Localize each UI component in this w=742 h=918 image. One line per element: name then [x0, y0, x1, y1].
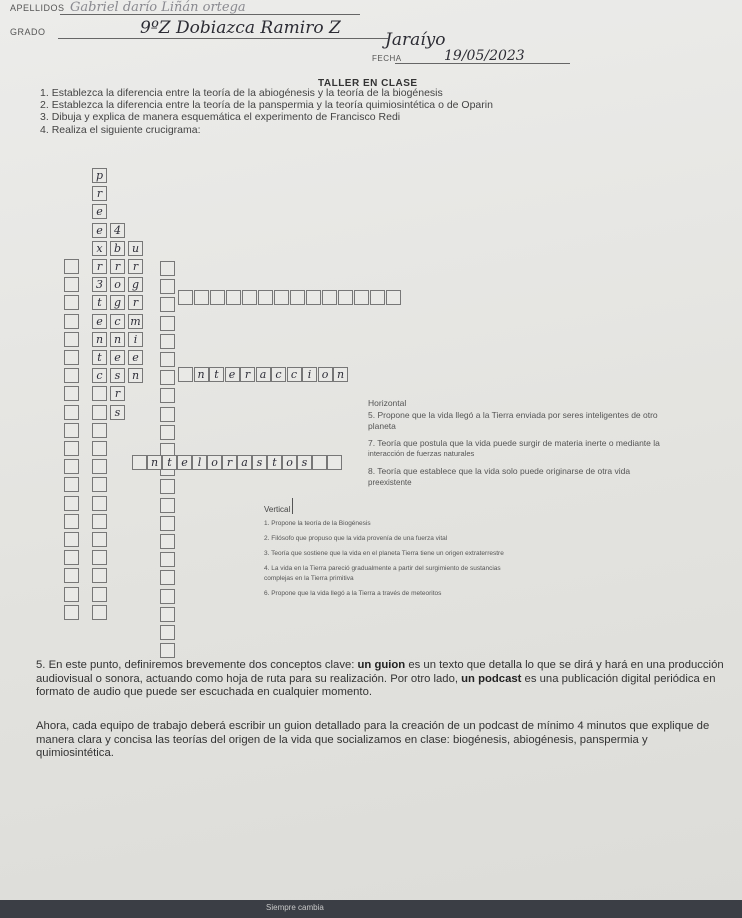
crossword-cell [160, 261, 175, 276]
crossword-cell: g [128, 277, 143, 292]
horizontal-clues-title: Horizontal [368, 398, 407, 408]
crossword-cell: x [92, 241, 107, 256]
page-title: TALLER EN CLASE [318, 78, 418, 89]
crossword-cell [64, 532, 79, 547]
crossword-cell [64, 514, 79, 529]
crossword-cell: r [110, 259, 125, 274]
crossword-cell: a [237, 455, 252, 470]
crossword-cell: e [92, 204, 107, 219]
crossword-cell: e [225, 367, 240, 382]
footer-text: Siempre cambia [266, 903, 324, 912]
crossword-cell [132, 455, 147, 470]
instruction-2-text: Establezca la diferencia entre la teoría de la panspermia y la teoría quimiosintética o de Oparin [51, 99, 493, 111]
crossword-cell [327, 455, 342, 470]
section-5-task-paragraph: Ahora, cada equipo de trabajo deberá escribir un guion detallado para la creación de un podcast de mínimo 4 minutos que explique de manera clara y concisa las teorías del origen de la vida que socializamos en clase: biogénesis, abiogénesis, panspermia y quimiosintética. [36, 720, 710, 760]
fecha-value: 19/05/2023 [444, 48, 525, 64]
crossword-cell [64, 295, 79, 310]
horizontal-clue-5-cont: planeta [368, 421, 396, 431]
crossword-cell: r [222, 455, 237, 470]
section-5-term-guion: un guion [357, 659, 406, 671]
vertical-clue-4: 4. La vida en la Tierra pareció gradualmente a partir del surgimiento de sustancias [264, 565, 501, 572]
crossword-cell: r [128, 259, 143, 274]
crossword-cell: u [128, 241, 143, 256]
crossword-cell: e [92, 314, 107, 329]
crossword-cell [92, 514, 107, 529]
crossword-cell: n [194, 367, 209, 382]
crossword-cell: n [92, 332, 107, 347]
horizontal-clue-8-cont: preexistente [368, 478, 412, 487]
crossword-cell: c [92, 368, 107, 383]
crossword-cell [92, 477, 107, 492]
crossword-cell [160, 625, 175, 640]
crossword-cell [210, 290, 225, 305]
crossword-cell [160, 279, 175, 294]
crossword-cell: s [297, 455, 312, 470]
crossword-cell [92, 405, 107, 420]
crossword-cell: a [256, 367, 271, 382]
crossword-cell [92, 423, 107, 438]
crossword-cell [160, 370, 175, 385]
crossword-cell: e [110, 350, 125, 365]
crossword-cell: m [128, 314, 143, 329]
crossword-cell: c [110, 314, 125, 329]
crossword-cell [64, 386, 79, 401]
crossword-cell: b [110, 241, 125, 256]
crossword-cell [64, 332, 79, 347]
crossword-cell: t [209, 367, 224, 382]
crossword-cell [160, 516, 175, 531]
section-5-text-2: es un texto que detalla lo que se dirá y hará en una producción audiovisual o sonora, actuando como hoja de ruta para su realización. Por otro lado, [36, 659, 724, 685]
crossword-cell: i [302, 367, 317, 382]
crossword-cell [354, 290, 369, 305]
section-5-text-1: En este punto, definiremos brevemente dos conceptos clave: [48, 659, 358, 671]
crossword-cell: n [110, 332, 125, 347]
crossword-cell: t [162, 455, 177, 470]
horizontal-clue-5: 5. Propone que la vida llegó a la Tierra enviada por seres inteligentes de otro [368, 410, 658, 420]
crossword-cell [92, 459, 107, 474]
crossword-cell: n [147, 455, 162, 470]
crossword-cell [160, 316, 175, 331]
instruction-1-number: 1. [40, 87, 49, 99]
crossword-cell [92, 550, 107, 565]
apellidos-value: Gabriel darío Liñán ortega [70, 0, 246, 15]
crossword-cell [160, 534, 175, 549]
vertical-clue-2: 2. Filósofo que propuso que la vida provenía de una fuerza vital [264, 535, 448, 542]
apellidos-label: APELLIDOS [10, 3, 65, 13]
section-5-number: 5. [36, 659, 46, 671]
section-5-term-podcast: un podcast [461, 672, 522, 685]
instruction-4-number: 4. [40, 124, 49, 136]
instruction-3-number: 3. [40, 111, 49, 123]
crossword-cell [64, 568, 79, 583]
crossword-cell: o [110, 277, 125, 292]
instruction-2-number: 2. [40, 99, 49, 111]
crossword-cell [64, 314, 79, 329]
crossword-cell [92, 568, 107, 583]
crossword-cell [64, 368, 79, 383]
crossword-cell [64, 605, 79, 620]
crossword-cell [160, 425, 175, 440]
crossword-cell [160, 589, 175, 604]
horizontal-clue-7: 7. Teoría que postula que la vida puede surgir de materia inerte o mediante la [368, 438, 660, 448]
crossword-cell [160, 498, 175, 513]
crossword-cell [242, 290, 257, 305]
crossword-cell: t [267, 455, 282, 470]
crossword-cell [64, 587, 79, 602]
crossword-cell [160, 297, 175, 312]
crossword-cell [64, 259, 79, 274]
crossword-cell: r [110, 386, 125, 401]
crossword-cell: c [287, 367, 302, 382]
crossword-cell [64, 405, 79, 420]
crossword-cell [274, 290, 289, 305]
crossword-cell [160, 552, 175, 567]
crossword-cell: o [318, 367, 333, 382]
instruction-1-text: Establezca la diferencia entre la teoría de la abiogénesis y la teoría de la biogénesis [51, 87, 443, 99]
crossword-cell: s [110, 405, 125, 420]
crossword-cell [160, 407, 175, 422]
crossword-cell: n [333, 367, 348, 382]
bottom-edge [0, 900, 742, 918]
crossword-cell: r [92, 259, 107, 274]
crossword-cell [64, 350, 79, 365]
instruction-3-text: Dibuja y explica de manera esquemática el experimento de Francisco Redi [51, 111, 401, 123]
crossword-cell [92, 496, 107, 511]
crossword-cell: t [92, 295, 107, 310]
crossword-cell [64, 496, 79, 511]
crossword-cell [160, 479, 175, 494]
crossword-cell [92, 386, 107, 401]
crossword-cell [64, 459, 79, 474]
crossword-cell: t [92, 350, 107, 365]
crossword-cell: s [252, 455, 267, 470]
crossword-cell: e [128, 350, 143, 365]
crossword-cell: l [192, 455, 207, 470]
crossword-cell [370, 290, 385, 305]
crossword-cell [92, 605, 107, 620]
vertical-clue-6: 6. Propone que la vida llegó a la Tierra a través de meteoritos [264, 590, 442, 597]
crossword-cell [322, 290, 337, 305]
instruction-4-text: Realiza el siguiente crucigrama: [51, 124, 201, 136]
crossword-cell [160, 352, 175, 367]
crossword-cell [226, 290, 241, 305]
pen-mark [292, 498, 293, 514]
crossword-cell [160, 570, 175, 585]
crossword-cell [258, 290, 273, 305]
fecha-label: FECHA [372, 54, 402, 63]
section-5-paragraph [36, 659, 726, 700]
grado-value: 9ºZ Dobiazca Ramiro Z [140, 18, 341, 38]
crossword-cell: o [207, 455, 222, 470]
crossword-cell: s [110, 368, 125, 383]
crossword-cell: o [282, 455, 297, 470]
crossword-cell [92, 587, 107, 602]
crossword-cell [312, 455, 327, 470]
crossword-cell: r [240, 367, 255, 382]
grado-label: GRADO [10, 27, 46, 37]
crossword-cell [160, 607, 175, 622]
vertical-clue-3: 3. Teoría que sostiene que la vida en el planeta Tierra tiene un origen extraterrestre [264, 550, 504, 557]
crossword-cell [64, 550, 79, 565]
crossword-cell: 4 [110, 223, 125, 238]
crossword-cell: n [128, 368, 143, 383]
crossword-cell: r [128, 295, 143, 310]
horizontal-clue-8: 8. Teoría que establece que la vida solo puede originarse de otra vida [368, 466, 631, 476]
crossword-cell: c [271, 367, 286, 382]
crossword-cell [92, 532, 107, 547]
crossword-cell [178, 367, 193, 382]
crossword-cell [64, 277, 79, 292]
crossword-cell: p [92, 168, 107, 183]
crossword-cell: 3 [92, 277, 107, 292]
crossword-cell: e [92, 223, 107, 238]
crossword-cell [64, 441, 79, 456]
vertical-clues-title: Vertical [264, 505, 291, 514]
crossword-cell: e [177, 455, 192, 470]
crossword-cell [64, 423, 79, 438]
crossword-cell [64, 477, 79, 492]
crossword-cell: g [110, 295, 125, 310]
crossword-cell [306, 290, 321, 305]
crossword-cell [178, 290, 193, 305]
crossword-cell [338, 290, 353, 305]
grado-value-continued: Jaraíyo [385, 30, 446, 50]
crossword-cell [194, 290, 209, 305]
crossword-cell [160, 388, 175, 403]
crossword-cell: i [128, 332, 143, 347]
vertical-clue-4-cont: complejas en la Tierra primitiva [264, 575, 354, 582]
crossword-cell [290, 290, 305, 305]
vertical-clue-1: 1. Propone la teoría de la Biogénesis [264, 520, 371, 527]
crossword-cell [160, 334, 175, 349]
section-5-text-3: es una publicación digital periódica en formato de audio que puede ser escuchada en cualquier momento. [36, 672, 716, 699]
crossword-cell: r [92, 186, 107, 201]
crossword-cell [92, 441, 107, 456]
horizontal-clue-7-cont: interacción de fuerzas naturales [368, 449, 475, 458]
crossword-cell [160, 643, 175, 658]
crossword-cell [386, 290, 401, 305]
